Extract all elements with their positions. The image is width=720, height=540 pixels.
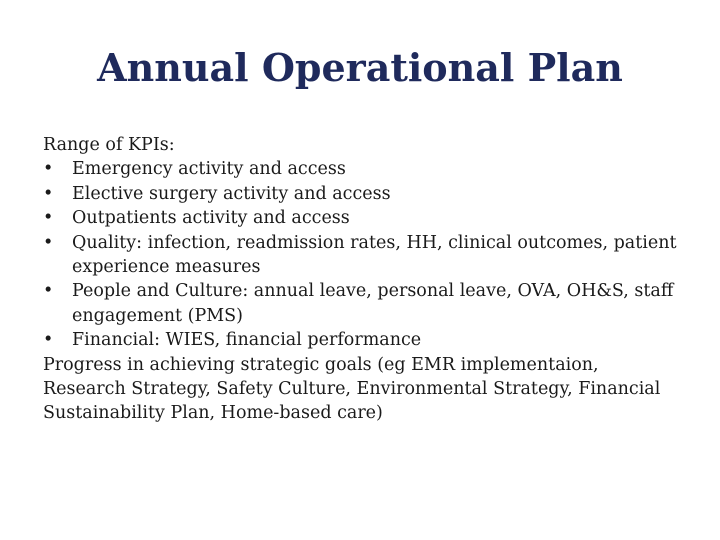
bullet-icon: • [43,281,54,302]
list-item-text: People and Culture: annual leave, personal leave, OVA, OH&S, staff engagement (PMS) [72,281,674,326]
list-item-text: Elective surgery activity and access [72,183,391,204]
list-item [43,231,683,280]
list-item-text: Outpatients activity and access [72,208,350,229]
bullet-icon: • [43,208,54,229]
list-item-text: Financial: WIES, financial performance [72,330,422,351]
list-item [43,328,683,352]
kpi-intro: Range of KPIs: [43,135,175,155]
slide-body [43,133,683,426]
strategic-goals-text: Progress in achieving strategic goals (eg EMR implementaion, Research Strategy, Safety Culture, Environmental Strategy, Financial Sustainability Plan, Home-based care) [43,354,661,424]
bullet-icon: • [43,330,54,351]
slide-title: Annual Operational Plan [97,45,623,90]
list-item [43,279,683,328]
bullet-icon: • [43,183,54,204]
bullet-icon: • [43,232,54,253]
bullet-icon: • [43,159,54,180]
list-item-text: Emergency activity and access [72,159,346,180]
list-item [43,157,683,181]
list-item [43,182,683,206]
list-item-text: Quality: infection, readmission rates, HH, clinical outcomes, patient experience measures [72,232,677,278]
kpi-list [43,157,683,352]
list-item [43,206,683,230]
